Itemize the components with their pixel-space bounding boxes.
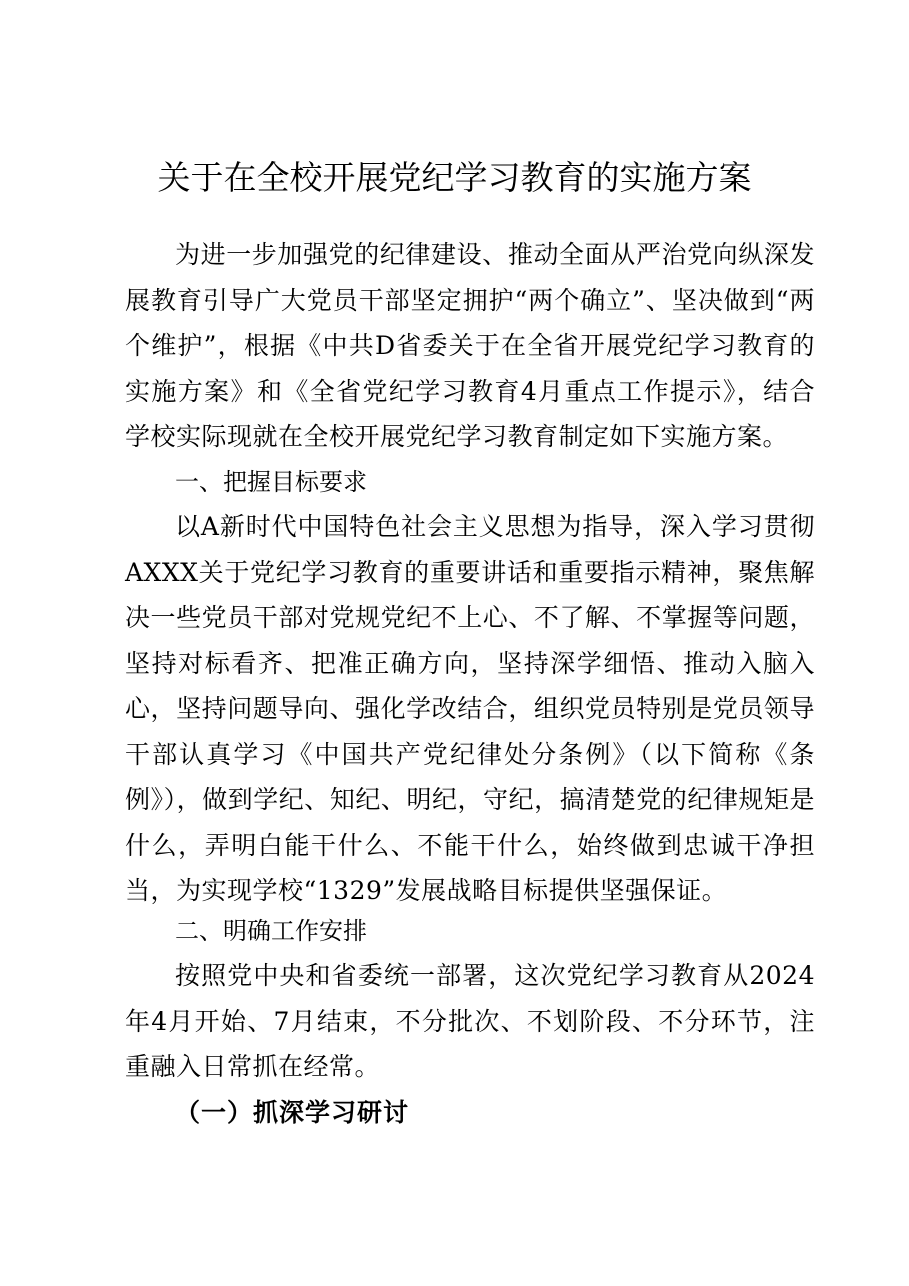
section-2-subsection-1-heading: （一）抓深学习研讨 [175, 1098, 410, 1127]
section-1-paragraph: 以A新时代中国特色社会主义思想为指导，深入学习贯彻AXXX关于党纪学习教育的重要讲话和重要指示精神，聚焦解决一些党员干部对党规党纪不上心、不了解、不掌握等问题，坚持对标看齐、把准正确方向，坚持深学细悟、推动入脑入心，坚持问题导向、强化学改结合，组织党员特别是党员领导干部认真学习《中国共产党纪律处分条例》（以下简称《条例》），做到学纪、知纪、明纪，守纪，搞清楚党的纪律规矩是什么，弄明白能干什么、不能干什么，始终做到忠诚干净担当，为实现学校“1329”发展战略目标提供坚强保证。 [125, 512, 815, 905]
document-title: 关于在全校开展党纪学习教育的实施方案 [157, 158, 752, 197]
section-2-heading: 二、明确工作安排 [175, 917, 367, 945]
section-2-paragraph: 按照党中央和省委统一部署，这次党纪学习教育从2024年4月开始、7月结束，不分批次、不划阶段、不分环节，注重融入日常抓在经常。 [125, 961, 815, 1081]
intro-paragraph: 为进一步加强党的纪律建设、推动全面从严治党向纵深发展教育引导广大党员干部坚定拥护“两个确立”、坚决做到“两个维护”，根据《中共D省委关于在全省开展党纪学习教育的实施方案》和《全省党纪学习教育4月重点工作提示》，结合学校实际现就在全校开展党纪学习教育制定如下实施方案。 [125, 240, 815, 451]
section-1-heading: 一、把握目标要求 [175, 468, 367, 496]
